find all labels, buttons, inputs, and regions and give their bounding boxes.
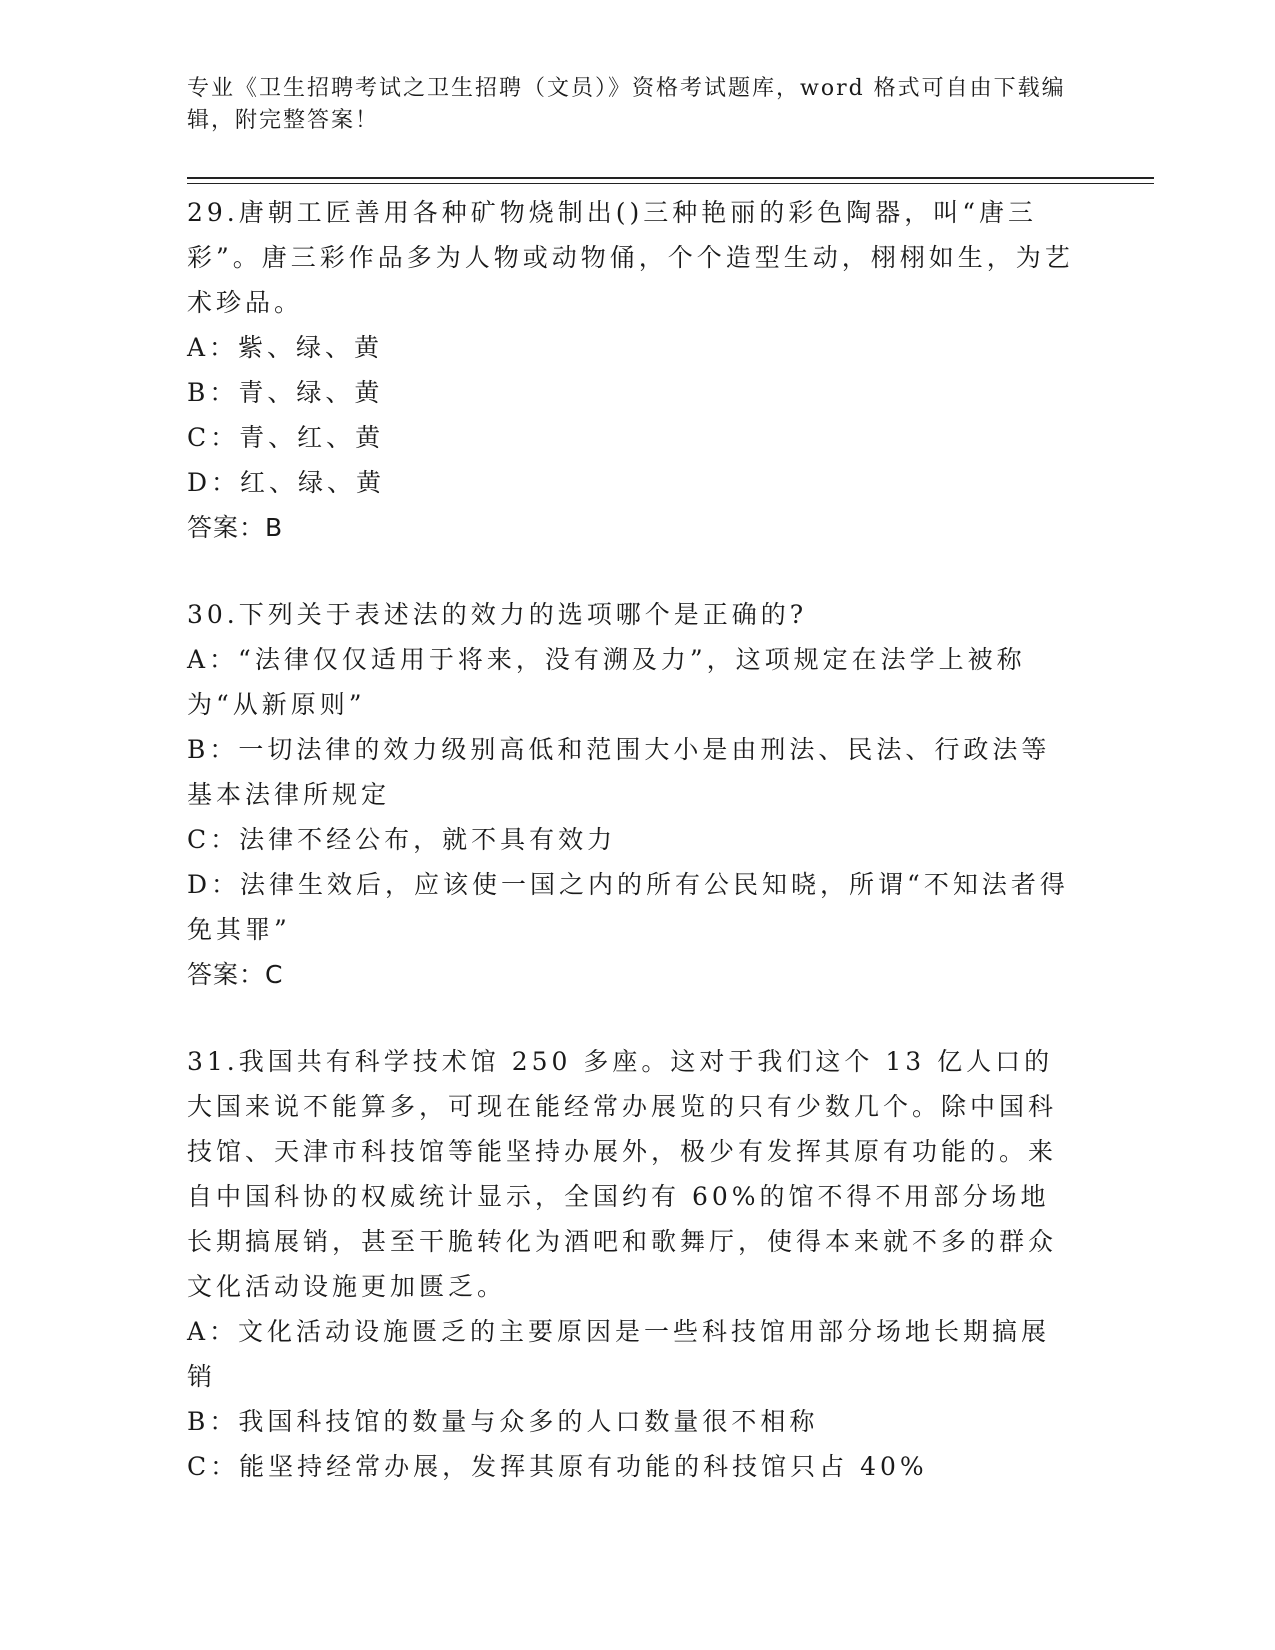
question-stem: 30.下列关于表述法的效力的选项哪个是正确的? [187, 600, 808, 629]
option-c: C：青、红、黄 [187, 423, 385, 452]
option-a: A：“法律仅仅适用于将来，没有溯及力”，这项规定在法学上被称为“从新原则” [187, 645, 1026, 719]
header-divider [187, 177, 1154, 179]
option-d: D：法律生效后，应该使一国之内的所有公民知晓，所谓“不知法者得免其罪” [187, 870, 1069, 944]
option-c: C：能坚持经常办展，发挥其原有功能的科技馆只占 40% [187, 1452, 928, 1481]
option-a: A：紫、绿、黄 [187, 333, 384, 362]
question-29 [187, 190, 1077, 550]
answer-label: 答案：C [187, 960, 284, 989]
question-stem: 31.我国共有科学技术馆 250 多座。这对于我们这个 13 亿人口的大国来说不能算多，可现在能经常办展览的只有少数几个。除中国科技馆、天津市科技馆等能坚持办展外，极少有发挥其原有功能的。来自中国科协的权威统计显示，全国约有 60%的馆不得不用部分场地长期搞展销，甚至干脆转化为酒吧和歌舞厅，使得本来就不多的群众文化活动设施更加匮乏。 [187, 1047, 1058, 1301]
option-b: B：一切法律的效力级别高低和范围大小是由刑法、民法、行政法等基本法律所规定 [187, 735, 1051, 809]
option-d: D：红、绿、黄 [187, 468, 386, 497]
option-b: B：青、绿、黄 [187, 378, 384, 407]
question-list [187, 190, 1077, 1531]
option-b: B：我国科技馆的数量与众多的人口数量很不相称 [187, 1407, 819, 1436]
option-c: C：法律不经公布，就不具有效力 [187, 825, 617, 854]
question-stem: 29.唐朝工匠善用各种矿物烧制出()三种艳丽的彩色陶器，叫“唐三彩”。唐三彩作品多为人物或动物俑，个个造型生动，栩栩如生，为艺术珍品。 [187, 198, 1074, 317]
document-intro: 专业《卫生招聘考试之卫生招聘（文员）》资格考试题库，word 格式可自由下载编辑，附完整答案！ [187, 76, 1066, 133]
question-30 [187, 592, 1077, 997]
answer-label: 答案：B [187, 513, 284, 542]
question-31 [187, 1039, 1077, 1489]
header-divider-thin [187, 183, 1154, 184]
option-a: A：文化活动设施匮乏的主要原因是一些科技馆用部分场地长期搞展销 [187, 1317, 1051, 1391]
